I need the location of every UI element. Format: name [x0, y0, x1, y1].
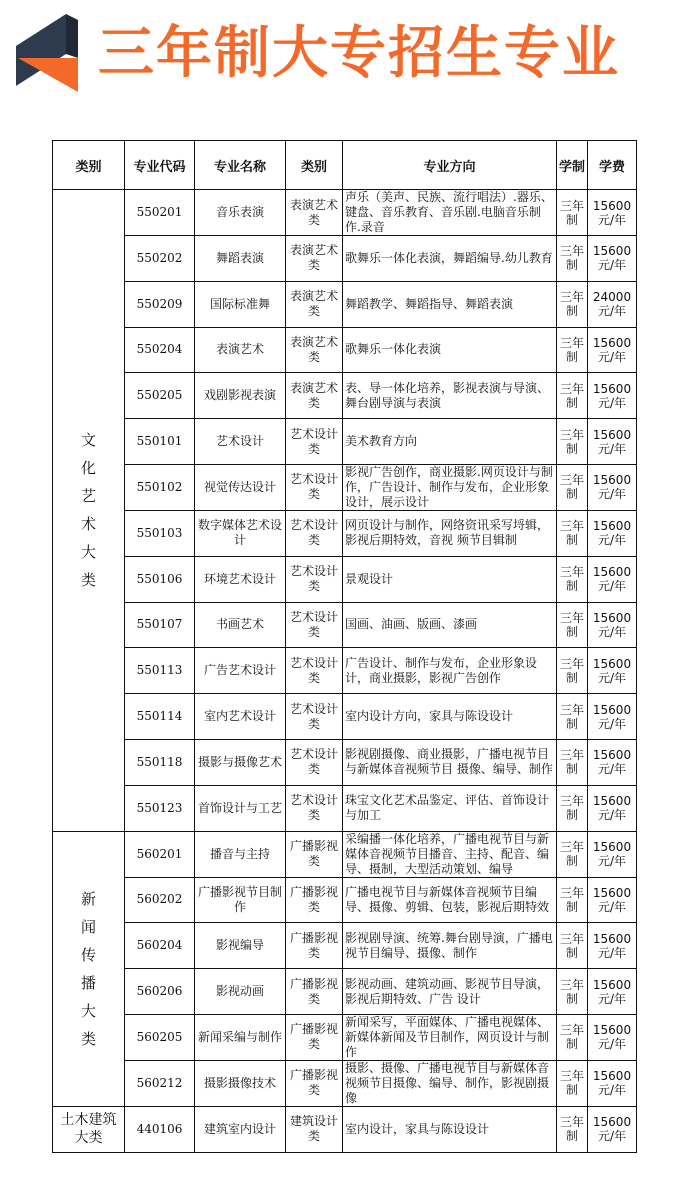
page-title: 三年制大专招生专业	[98, 21, 620, 86]
major-code: 560205	[125, 1014, 195, 1060]
major-code: 440106	[125, 1106, 195, 1152]
major-direction: 珠宝文化艺术品鉴定、评估、首饰设计与加工	[343, 785, 557, 831]
tuition-fee: 15600元/年	[588, 969, 637, 1015]
major-name: 音乐表演	[195, 190, 286, 236]
major-type: 艺术设计类	[286, 694, 343, 740]
header-name: 专业名称	[195, 141, 286, 190]
category-label: 文化艺术大类	[80, 431, 96, 590]
study-length: 三年制	[557, 602, 588, 648]
header-length: 学制	[557, 141, 588, 190]
category-cell	[53, 190, 125, 832]
study-length: 三年制	[557, 373, 588, 419]
major-name: 广告艺术设计	[195, 648, 286, 694]
header-type: 类别	[286, 141, 343, 190]
major-type: 广播影视类	[286, 969, 343, 1015]
major-code: 550118	[125, 739, 195, 785]
tuition-fee: 15600元/年	[588, 648, 637, 694]
study-length: 三年制	[557, 923, 588, 969]
table-row	[53, 510, 637, 556]
table-row	[53, 419, 637, 465]
major-code: 560204	[125, 923, 195, 969]
study-length: 三年制	[557, 739, 588, 785]
major-name: 新闻采编与制作	[195, 1014, 286, 1060]
tuition-fee: 15600元/年	[588, 1014, 637, 1060]
table-row	[53, 923, 637, 969]
major-name: 摄影摄像技术	[195, 1060, 286, 1106]
tuition-fee: 15600元/年	[588, 785, 637, 831]
major-type: 艺术设计类	[286, 739, 343, 785]
major-direction: 广告设计、制作与发布，企业形象设计，商业摄影，影视广告创作	[343, 648, 557, 694]
table-row	[53, 190, 637, 236]
table-row	[53, 236, 637, 282]
table-row	[53, 694, 637, 740]
major-type: 表演艺术类	[286, 190, 343, 236]
study-length: 三年制	[557, 1014, 588, 1060]
study-length: 三年制	[557, 1106, 588, 1152]
tuition-fee: 15600元/年	[588, 923, 637, 969]
page-header	[0, 0, 680, 110]
major-direction: 室内设计，家具与陈设设计	[343, 1106, 557, 1152]
major-code: 560206	[125, 969, 195, 1015]
study-length: 三年制	[557, 877, 588, 923]
category-label: 新闻传播大类	[80, 889, 96, 1048]
major-name: 播音与主持	[195, 831, 286, 877]
header-category: 类别	[53, 141, 125, 190]
major-type: 艺术设计类	[286, 510, 343, 556]
study-length: 三年制	[557, 831, 588, 877]
tuition-fee: 15600元/年	[588, 190, 637, 236]
major-direction: 表、导一体化培养，影视表演与导演、舞台剧导演与表演	[343, 373, 557, 419]
header-fee: 学费	[588, 141, 637, 190]
major-name: 表演艺术	[195, 327, 286, 373]
table-row	[53, 373, 637, 419]
major-name: 国际标准舞	[195, 281, 286, 327]
major-type: 广播影视类	[286, 923, 343, 969]
majors-table	[52, 140, 637, 1153]
major-code: 550201	[125, 190, 195, 236]
major-name: 广播影视节目制作	[195, 877, 286, 923]
major-direction: 景观设计	[343, 556, 557, 602]
tuition-fee: 15600元/年	[588, 327, 637, 373]
major-code: 550202	[125, 236, 195, 282]
major-direction: 歌舞乐一体化表演	[343, 327, 557, 373]
major-code: 550107	[125, 602, 195, 648]
major-type: 艺术设计类	[286, 648, 343, 694]
study-length: 三年制	[557, 556, 588, 602]
major-direction: 广播电视节目与新媒体音视频节目编导、摄像、剪辑、包装，影视后期特效	[343, 877, 557, 923]
major-name: 戏剧影视表演	[195, 373, 286, 419]
table-row	[53, 969, 637, 1015]
category-cell	[53, 831, 125, 1106]
major-direction: 美术教育方向	[343, 419, 557, 465]
tuition-fee: 15600元/年	[588, 236, 637, 282]
major-code: 550113	[125, 648, 195, 694]
major-code: 550103	[125, 510, 195, 556]
tuition-fee: 24000元/年	[588, 281, 637, 327]
major-type: 艺术设计类	[286, 464, 343, 510]
tuition-fee: 15600元/年	[588, 1060, 637, 1106]
tuition-fee: 15600元/年	[588, 602, 637, 648]
major-name: 视觉传达设计	[195, 464, 286, 510]
major-code: 550209	[125, 281, 195, 327]
major-code: 550114	[125, 694, 195, 740]
table-row	[53, 1106, 637, 1152]
tuition-fee: 15600元/年	[588, 831, 637, 877]
table-row	[53, 1014, 637, 1060]
study-length: 三年制	[557, 694, 588, 740]
major-name: 室内艺术设计	[195, 694, 286, 740]
major-direction: 新闻采写，平面媒体、广播电视媒体、新媒体新闻及节目制作，网页设计与制作	[343, 1014, 557, 1060]
major-code: 550205	[125, 373, 195, 419]
table-row	[53, 1060, 637, 1106]
tuition-fee: 15600元/年	[588, 694, 637, 740]
study-length: 三年制	[557, 785, 588, 831]
major-direction: 采编播一体化培养，广播电视节目与新媒体音视频节目播音、主持、配音、编导、摄制，大型活动策划、编导	[343, 831, 557, 877]
major-direction: 声乐（美声、民族、流行唱法）.器乐、键盘、音乐教育、音乐剧.电脑音乐制作.录音	[343, 190, 557, 236]
major-name: 建筑室内设计	[195, 1106, 286, 1152]
major-name: 艺术设计	[195, 419, 286, 465]
tuition-fee: 15600元/年	[588, 877, 637, 923]
major-code: 560202	[125, 877, 195, 923]
major-name: 摄影与摄像艺术	[195, 739, 286, 785]
tuition-fee: 15600元/年	[588, 464, 637, 510]
table-row	[53, 739, 637, 785]
study-length: 三年制	[557, 327, 588, 373]
major-name: 影视动画	[195, 969, 286, 1015]
table-header-row	[53, 141, 637, 190]
major-code: 550123	[125, 785, 195, 831]
table-row	[53, 281, 637, 327]
major-type: 表演艺术类	[286, 373, 343, 419]
major-direction: 影视剧导演、统筹.舞台剧导演，广播电视节目编导、摄像、制作	[343, 923, 557, 969]
table-row	[53, 464, 637, 510]
major-direction: 影视动画、建筑动画、影视节目导演，影视后期特效、广告 设计	[343, 969, 557, 1015]
major-direction: 舞蹈教学、舞蹈指导、舞蹈表演	[343, 281, 557, 327]
logo-icon	[16, 14, 82, 94]
table-row	[53, 648, 637, 694]
major-name: 环境艺术设计	[195, 556, 286, 602]
major-code: 560201	[125, 831, 195, 877]
major-type: 表演艺术类	[286, 236, 343, 282]
major-type: 表演艺术类	[286, 281, 343, 327]
table-body	[53, 190, 637, 1153]
major-name: 舞蹈表演	[195, 236, 286, 282]
study-length: 三年制	[557, 464, 588, 510]
major-direction: 歌舞乐一体化表演，舞蹈编导.幼儿教育	[343, 236, 557, 282]
study-length: 三年制	[557, 281, 588, 327]
major-type: 广播影视类	[286, 877, 343, 923]
table-row	[53, 556, 637, 602]
tuition-fee: 15600元/年	[588, 373, 637, 419]
major-name: 数字媒体艺术设计	[195, 510, 286, 556]
major-type: 艺术设计类	[286, 785, 343, 831]
category-label: 土木建筑大类	[60, 1112, 117, 1147]
study-length: 三年制	[557, 648, 588, 694]
major-code: 550101	[125, 419, 195, 465]
table-row	[53, 831, 637, 877]
category-cell	[53, 1106, 125, 1152]
tuition-fee: 15600元/年	[588, 556, 637, 602]
major-direction: 网页设计与制作，网络资讯采写埒辑，影视后期特效，音视 频节目辑制	[343, 510, 557, 556]
table-row	[53, 877, 637, 923]
major-code: 560212	[125, 1060, 195, 1106]
major-code: 550102	[125, 464, 195, 510]
table-row	[53, 785, 637, 831]
major-type: 广播影视类	[286, 831, 343, 877]
study-length: 三年制	[557, 510, 588, 556]
header-code: 专业代码	[125, 141, 195, 190]
study-length: 三年制	[557, 969, 588, 1015]
tuition-fee: 15600元/年	[588, 1106, 637, 1152]
major-type: 表演艺术类	[286, 327, 343, 373]
major-type: 艺术设计类	[286, 419, 343, 465]
header-direction: 专业方向	[343, 141, 557, 190]
major-type: 广播影视类	[286, 1014, 343, 1060]
major-code: 550204	[125, 327, 195, 373]
major-direction: 影视剧摄像、商业摄影，广播电视节目与新媒体音视频节目 摄像、编导、制作	[343, 739, 557, 785]
major-type: 艺术设计类	[286, 556, 343, 602]
major-type: 广播影视类	[286, 1060, 343, 1106]
tuition-fee: 15600元/年	[588, 739, 637, 785]
study-length: 三年制	[557, 236, 588, 282]
tuition-fee: 15600元/年	[588, 510, 637, 556]
study-length: 三年制	[557, 1060, 588, 1106]
study-length: 三年制	[557, 419, 588, 465]
major-name: 影视编导	[195, 923, 286, 969]
table-row	[53, 602, 637, 648]
study-length: 三年制	[557, 190, 588, 236]
major-direction: 国画、油画、版画、漆画	[343, 602, 557, 648]
major-direction: 室内设计方向，家具与陈设设计	[343, 694, 557, 740]
tuition-fee: 15600元/年	[588, 419, 637, 465]
major-type: 艺术设计类	[286, 602, 343, 648]
major-direction: 摄影、摄像、广播电视节目与新媒体音视频节目摄像、编导、制作，影视剧摄像	[343, 1060, 557, 1106]
major-direction: 影视广告创作，商业摄影.网页设计与制作，广告设计、制作与发布，企业形象设计，展示设计	[343, 464, 557, 510]
major-type: 建筑设计类	[286, 1106, 343, 1152]
major-name: 书画艺术	[195, 602, 286, 648]
major-code: 550106	[125, 556, 195, 602]
major-name: 首饰设计与工艺	[195, 785, 286, 831]
table-row	[53, 327, 637, 373]
